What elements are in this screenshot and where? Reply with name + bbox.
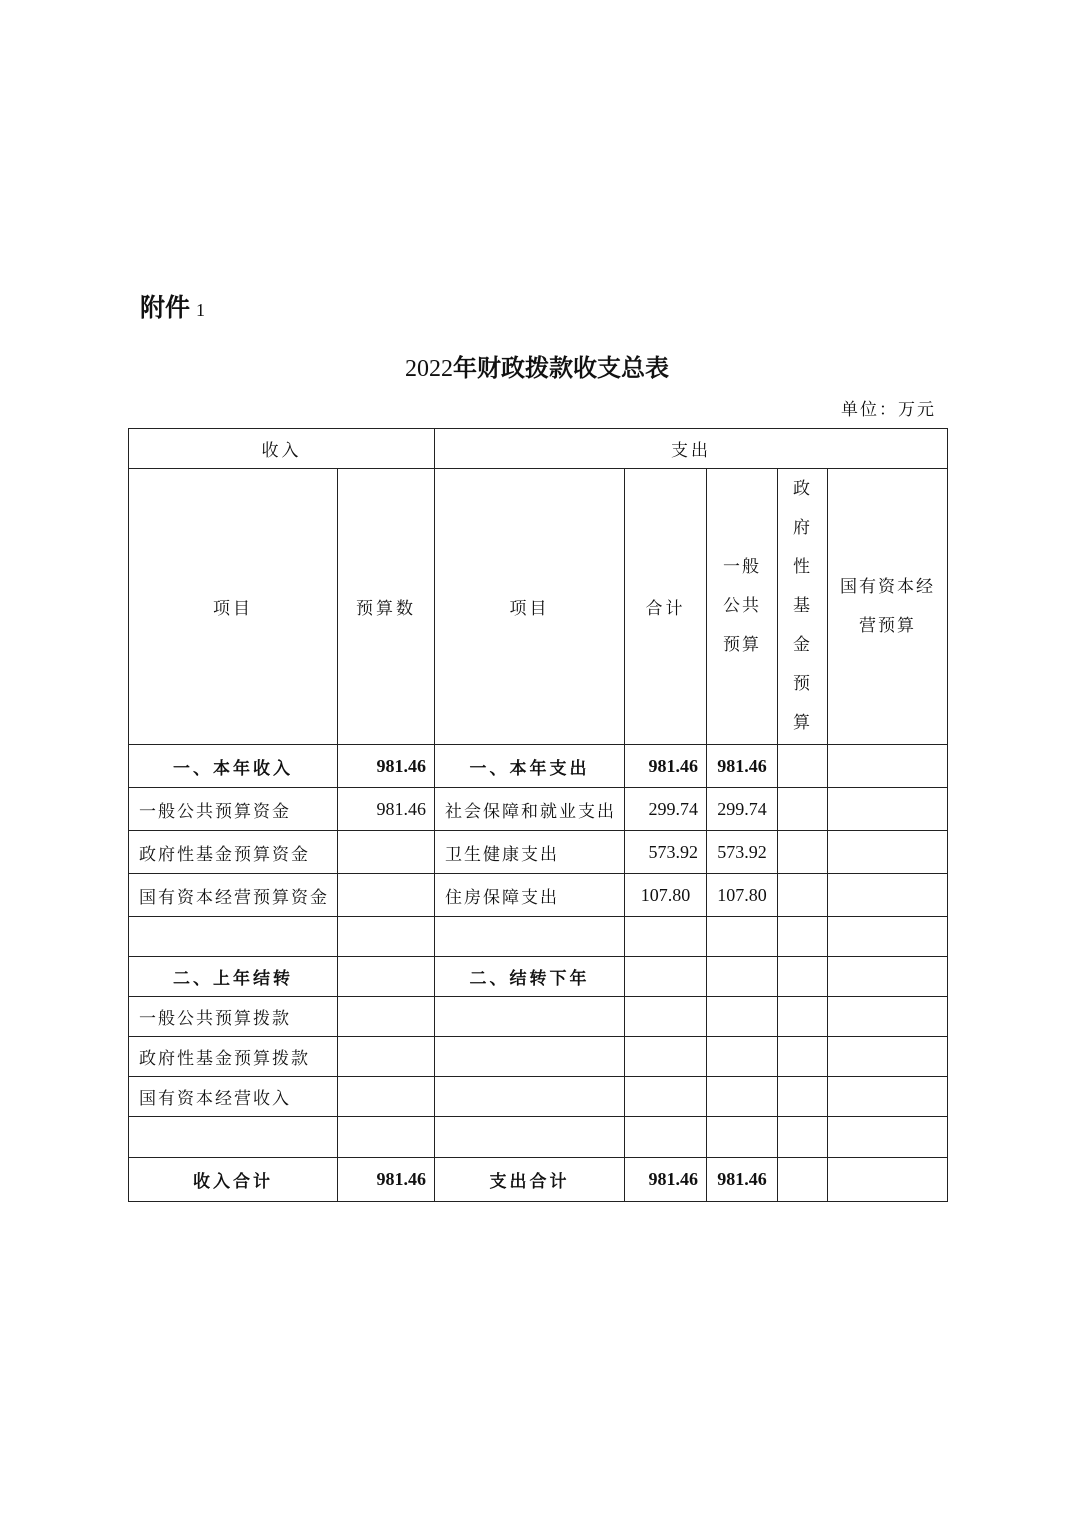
capital-cell bbox=[828, 874, 948, 917]
capital-cell bbox=[828, 831, 948, 874]
fund-cell bbox=[778, 1117, 828, 1158]
col-general-line: 预算 bbox=[723, 635, 761, 655]
total-cell: 107.80 bbox=[625, 874, 707, 917]
income-amount-cell bbox=[338, 1117, 435, 1158]
col-gov-fund bbox=[778, 469, 828, 745]
col-fund-char: 性 bbox=[793, 557, 812, 577]
col-fund-char: 政 bbox=[793, 479, 812, 499]
income-item-cell: 一、本年收入 bbox=[129, 745, 338, 788]
income-amount-cell: 981.46 bbox=[338, 745, 435, 788]
fund-cell bbox=[778, 874, 828, 917]
capital-cell bbox=[828, 1077, 948, 1117]
general-cell bbox=[707, 957, 778, 997]
income-amount-cell bbox=[338, 1077, 435, 1117]
expense-item-cell bbox=[435, 997, 625, 1037]
col-income-item: 项目 bbox=[129, 469, 338, 745]
fund-cell bbox=[778, 957, 828, 997]
capital-cell bbox=[828, 745, 948, 788]
general-cell: 981.46 bbox=[707, 1158, 778, 1202]
header-row-columns bbox=[129, 469, 948, 745]
title-year: 2022 bbox=[405, 356, 453, 382]
table-row bbox=[129, 917, 948, 957]
table-row bbox=[129, 788, 948, 831]
attachment-number: 1 bbox=[196, 300, 206, 320]
table-row bbox=[129, 874, 948, 917]
title-text: 年财政拨款收支总表 bbox=[453, 354, 669, 382]
header-row-group bbox=[129, 429, 948, 469]
general-cell: 573.92 bbox=[707, 831, 778, 874]
income-item-cell: 一般公共预算拨款 bbox=[129, 997, 338, 1037]
expense-item-cell: 支出合计 bbox=[435, 1158, 625, 1202]
col-total: 合计 bbox=[625, 469, 707, 745]
income-item-cell bbox=[129, 1117, 338, 1158]
general-cell bbox=[707, 917, 778, 957]
col-general-line: 一般 bbox=[723, 557, 761, 577]
expense-item-cell: 二、结转下年 bbox=[435, 957, 625, 997]
capital-cell bbox=[828, 1117, 948, 1158]
col-fund-char: 算 bbox=[793, 713, 812, 733]
table-row bbox=[129, 1117, 948, 1158]
col-fund-char: 预 bbox=[793, 674, 812, 694]
general-cell bbox=[707, 1037, 778, 1077]
capital-cell bbox=[828, 1158, 948, 1202]
income-item-cell: 国有资本经营预算资金 bbox=[129, 874, 338, 917]
income-amount-cell bbox=[338, 997, 435, 1037]
expense-item-cell: 一、本年支出 bbox=[435, 745, 625, 788]
expense-item-cell bbox=[435, 917, 625, 957]
expense-item-cell: 社会保障和就业支出 bbox=[435, 788, 625, 831]
total-cell bbox=[625, 917, 707, 957]
attachment-text: 附件 bbox=[140, 293, 191, 322]
total-cell bbox=[625, 1037, 707, 1077]
budget-table bbox=[128, 428, 948, 1202]
general-cell: 299.74 bbox=[707, 788, 778, 831]
income-amount-cell bbox=[338, 957, 435, 997]
fund-cell bbox=[778, 1077, 828, 1117]
fund-cell bbox=[778, 831, 828, 874]
expense-item-cell bbox=[435, 1077, 625, 1117]
total-cell: 573.92 bbox=[625, 831, 707, 874]
general-cell bbox=[707, 1077, 778, 1117]
col-budget-amount: 预算数 bbox=[338, 469, 435, 745]
income-amount-cell: 981.46 bbox=[338, 1158, 435, 1202]
income-item-cell bbox=[129, 917, 338, 957]
total-cell bbox=[625, 1077, 707, 1117]
fund-cell bbox=[778, 1037, 828, 1077]
col-capital-line: 营预算 bbox=[859, 615, 917, 636]
table-row-total bbox=[129, 1158, 948, 1202]
income-amount-cell bbox=[338, 1037, 435, 1077]
table-row bbox=[129, 745, 948, 788]
col-capital-line: 国有资本经 bbox=[840, 576, 936, 597]
col-fund-char: 基 bbox=[793, 596, 812, 616]
general-cell: 107.80 bbox=[707, 874, 778, 917]
income-amount-cell bbox=[338, 917, 435, 957]
capital-cell bbox=[828, 997, 948, 1037]
col-fund-char: 金 bbox=[793, 635, 812, 655]
income-item-cell: 收入合计 bbox=[129, 1158, 338, 1202]
capital-cell bbox=[828, 957, 948, 997]
general-cell bbox=[707, 997, 778, 1037]
total-cell bbox=[625, 1117, 707, 1158]
income-amount-cell: 981.46 bbox=[338, 788, 435, 831]
table-row bbox=[129, 997, 948, 1037]
income-header: 收入 bbox=[129, 429, 435, 469]
capital-cell bbox=[828, 788, 948, 831]
table-row bbox=[129, 1077, 948, 1117]
fund-cell bbox=[778, 997, 828, 1037]
expense-item-cell bbox=[435, 1037, 625, 1077]
total-cell: 299.74 bbox=[625, 788, 707, 831]
general-cell: 981.46 bbox=[707, 745, 778, 788]
page-title bbox=[0, 348, 1074, 383]
general-cell bbox=[707, 1117, 778, 1158]
income-item-cell: 二、上年结转 bbox=[129, 957, 338, 997]
col-fund-char: 府 bbox=[793, 518, 812, 538]
table-row bbox=[129, 831, 948, 874]
total-cell: 981.46 bbox=[625, 745, 707, 788]
income-item-cell: 政府性基金预算拨款 bbox=[129, 1037, 338, 1077]
col-state-capital bbox=[828, 469, 948, 745]
expense-item-cell: 卫生健康支出 bbox=[435, 831, 625, 874]
fund-cell bbox=[778, 917, 828, 957]
fund-cell bbox=[778, 788, 828, 831]
table-row bbox=[129, 1037, 948, 1077]
income-item-cell: 政府性基金预算资金 bbox=[129, 831, 338, 874]
col-expense-item: 项目 bbox=[435, 469, 625, 745]
income-item-cell: 一般公共预算资金 bbox=[129, 788, 338, 831]
total-cell bbox=[625, 997, 707, 1037]
expense-header: 支出 bbox=[435, 429, 948, 469]
income-amount-cell bbox=[338, 874, 435, 917]
col-general-line: 公共 bbox=[723, 596, 761, 616]
col-general-public bbox=[707, 469, 778, 745]
expense-item-cell: 住房保障支出 bbox=[435, 874, 625, 917]
attachment-label bbox=[140, 288, 205, 324]
capital-cell bbox=[828, 917, 948, 957]
unit-label: 单位：万元 bbox=[841, 400, 936, 420]
income-item-cell: 国有资本经营收入 bbox=[129, 1077, 338, 1117]
total-cell: 981.46 bbox=[625, 1158, 707, 1202]
fund-cell bbox=[778, 1158, 828, 1202]
total-cell bbox=[625, 957, 707, 997]
capital-cell bbox=[828, 1037, 948, 1077]
table-row bbox=[129, 957, 948, 997]
expense-item-cell bbox=[435, 1117, 625, 1158]
income-amount-cell bbox=[338, 831, 435, 874]
fund-cell bbox=[778, 745, 828, 788]
